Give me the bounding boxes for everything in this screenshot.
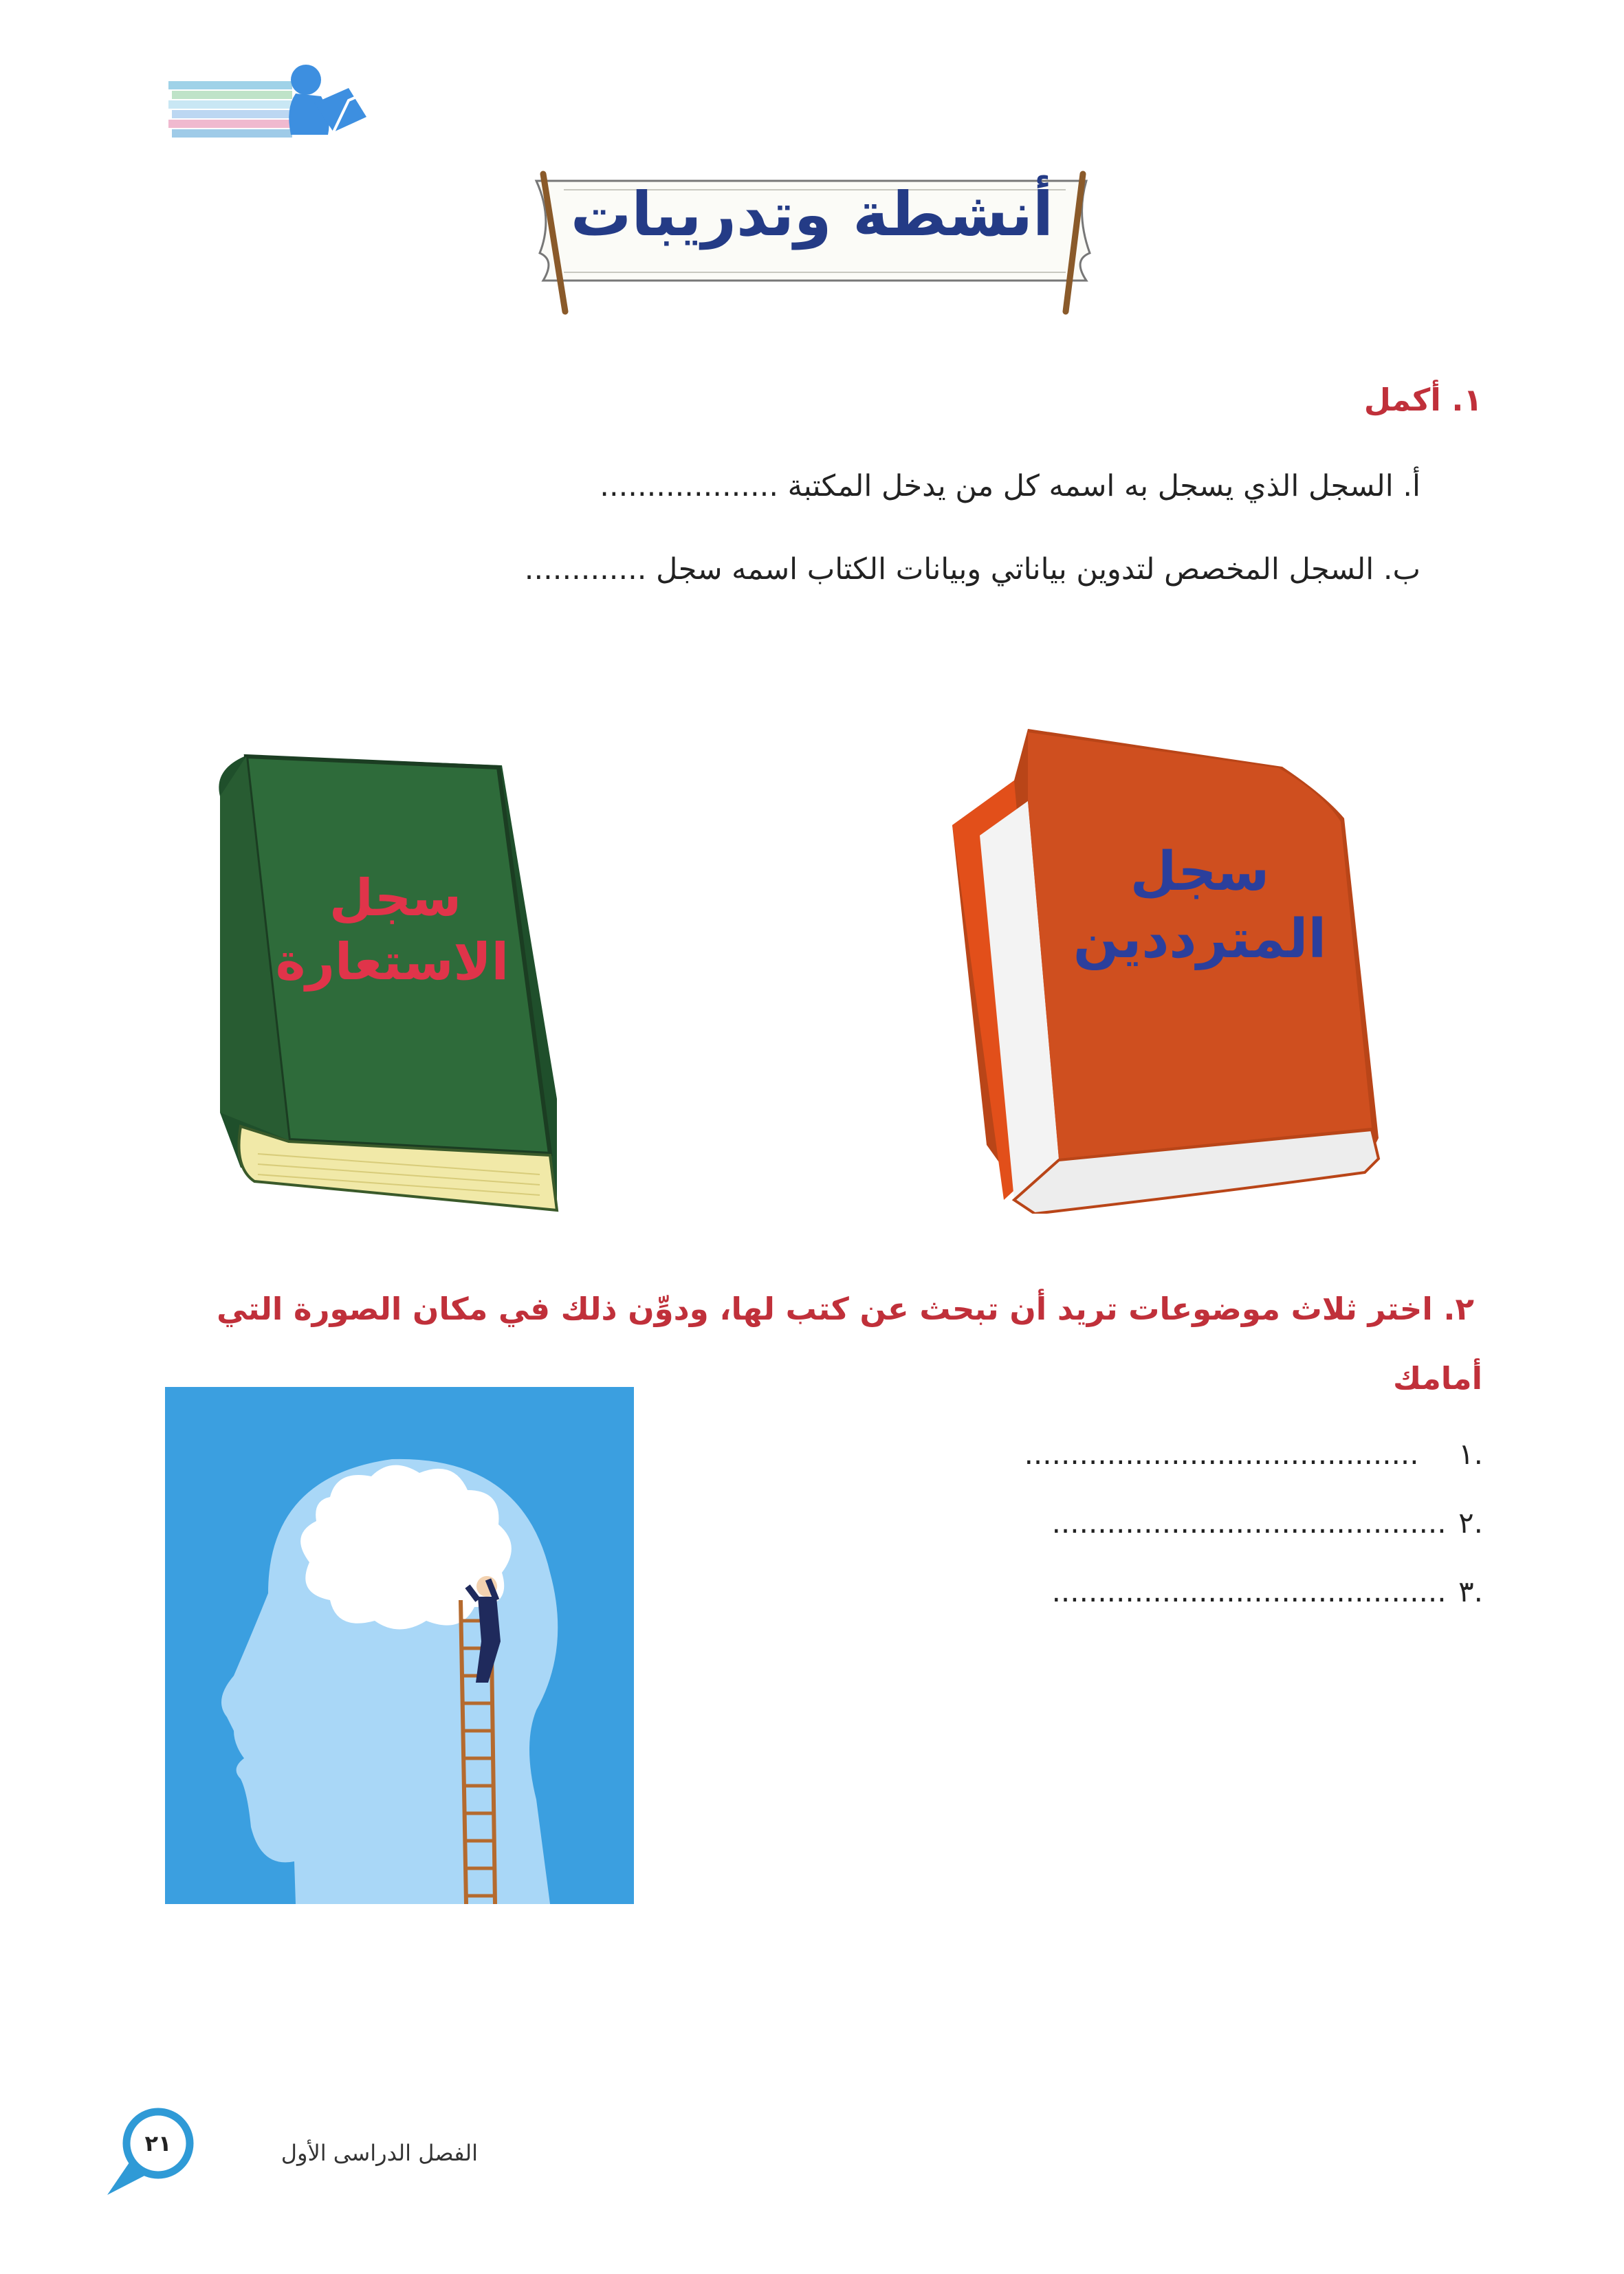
section-2-heading-line1: ٢. اختر ثلاث موضوعات تريد أن تبحث عن كتب لها، ودوِّن ذلك في مكان الصورة التي — [217, 1291, 1474, 1327]
answer-number: .٣ — [1458, 1575, 1483, 1608]
green-book-line1: سجل — [329, 868, 462, 928]
section-2-heading-line2: أمامك — [1393, 1360, 1482, 1397]
page-number: ٢١ — [144, 2130, 172, 2156]
answer-item-1[interactable] — [1024, 1437, 1483, 1471]
orange-book-line2: المترددين — [1073, 908, 1327, 970]
orange-book-line1: سجل — [1130, 841, 1270, 903]
answer-item-2[interactable] — [1052, 1506, 1483, 1540]
reader-logo-icon — [168, 61, 375, 150]
section-1-item-a: أ. السجل الذي يسجل به اسمه كل من يدخل المكتبة ................... — [600, 469, 1420, 503]
answer-number: .١ — [1458, 1437, 1483, 1471]
head-ladder-image — [165, 1387, 634, 1904]
green-book-line2: الاستعارة — [275, 932, 509, 992]
footer-semester-label: الفصل الدراسى الأول — [281, 2140, 478, 2166]
orange-book-label — [1073, 839, 1327, 973]
answer-item-3[interactable] — [1052, 1575, 1483, 1608]
section-1-heading: ١. أكمل — [1363, 382, 1482, 418]
green-book-label — [275, 866, 509, 994]
page-title: أنشطة وتدريبات — [570, 179, 1054, 250]
answer-blank-dots: ........................................... — [1051, 1575, 1447, 1608]
answer-blank-dots: ........................................... — [1024, 1437, 1419, 1471]
answer-number: .٢ — [1458, 1506, 1483, 1540]
answer-blank-dots: ........................................... — [1051, 1506, 1447, 1540]
section-1-item-b: ب. السجل المخصص لتدوين بياناتي وبيانات الكتاب اسمه سجل ............. — [524, 552, 1420, 587]
